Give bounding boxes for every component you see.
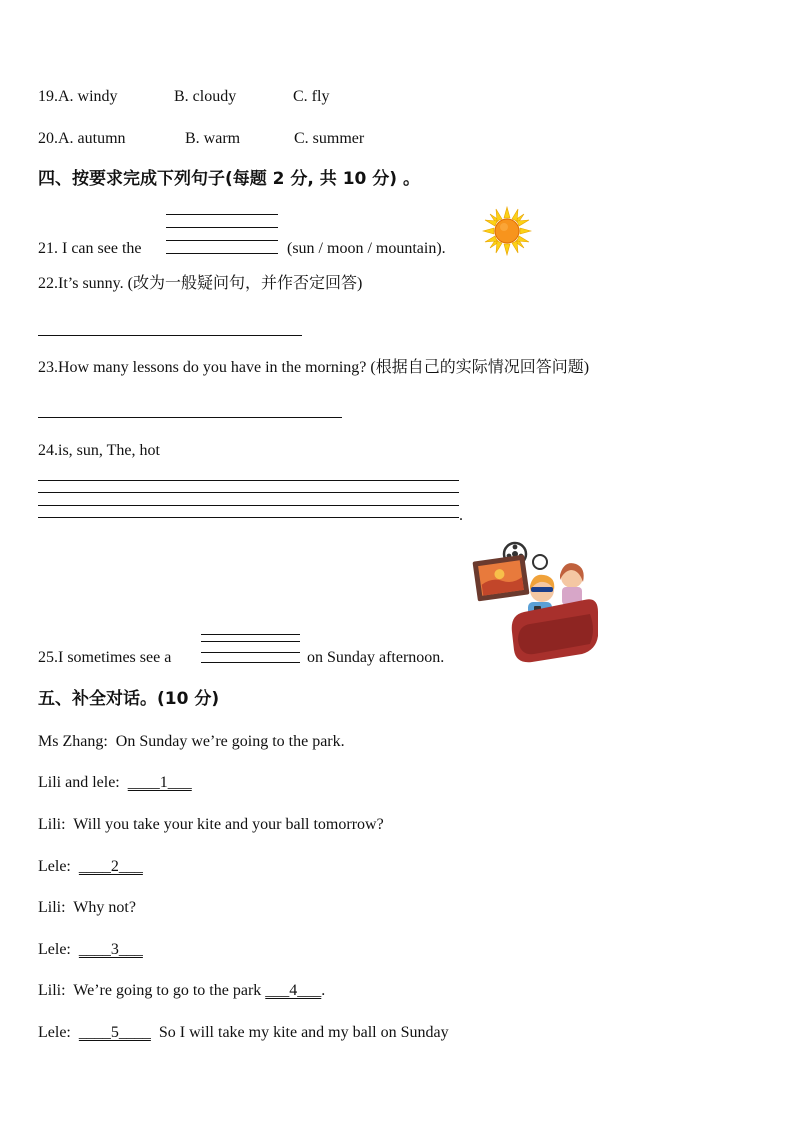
question-24: 24.is, sun, The, hot [38, 442, 160, 459]
dialogue-line [38, 940, 143, 960]
section-4-title: 四、按要求完成下列句子(每题 2 分, 共 10 分) 。 [38, 169, 420, 189]
question-19-a: 19.A. windy [38, 88, 118, 105]
dialogue-speaker: Lili: [38, 982, 66, 999]
question-25-suffix: on Sunday afternoon. [307, 649, 445, 666]
dialogue-text: On Sunday we’re going to the park. [115, 733, 345, 750]
q24-line-3[interactable] [38, 505, 459, 506]
dialogue-speaker: Lele: [38, 1024, 71, 1041]
dialogue-speaker: Lili and lele: [38, 774, 120, 791]
dialogue-line [38, 981, 325, 1001]
dialogue-line [38, 732, 345, 752]
dialogue-text-end: . [321, 982, 326, 999]
dialogue-text: So I will take my kite and my ball on Sunday [158, 1024, 449, 1041]
question-19 [38, 87, 778, 107]
q25-line-4 [201, 662, 300, 663]
dialogue-line [38, 898, 136, 918]
sun-icon [482, 206, 532, 256]
question-20 [38, 129, 778, 149]
dialogue-line [38, 1023, 449, 1043]
dialogue-blank-3[interactable]: ____3___ [78, 941, 143, 958]
q24-line-1[interactable] [38, 480, 459, 481]
dialogue-line [38, 815, 384, 835]
dialogue-speaker: Ms Zhang: [38, 733, 108, 750]
dialogue-text: We’re going to go to the park [73, 982, 262, 999]
q21-line-3 [166, 240, 278, 241]
q24-period: . [459, 507, 463, 524]
dialogue-line [38, 773, 192, 793]
q21-line-4 [166, 253, 278, 254]
question-19-c: C. fly [293, 88, 330, 105]
cinema-illustration [472, 540, 602, 665]
question-22: 22.It’s sunny. (改为一般疑问句，并作否定回答) [38, 275, 363, 292]
q22-answer-line[interactable] [38, 335, 302, 336]
q25-line-3 [201, 652, 300, 653]
dialogue-blank-2[interactable]: ____2___ [78, 858, 143, 875]
question-20-a: 20.A. autumn [38, 130, 126, 147]
dialogue-speaker: Lele: [38, 941, 71, 958]
dialogue-line [38, 857, 143, 877]
dialogue-text: Will you take your kite and your ball tomorrow? [73, 816, 384, 833]
q21-line-1 [166, 214, 278, 215]
question-21-prefix: 21. I can see the [38, 240, 142, 257]
q25-line-2 [201, 641, 300, 642]
section-5-title: 五、补全对话。(10 分) [38, 689, 220, 709]
q25-line-1 [201, 634, 300, 635]
question-25-prefix: 25.I sometimes see a [38, 649, 172, 666]
question-23: 23.How many lessons do you have in the morning? (根据自己的实际情况回答问题) [38, 359, 590, 376]
question-19-b: B. cloudy [174, 88, 237, 105]
question-20-b: B. warm [185, 130, 241, 147]
dialogue-blank-5[interactable]: ____5____ [78, 1024, 151, 1041]
dialogue-speaker: Lili: [38, 899, 66, 916]
dialogue-text: Why not? [73, 899, 136, 916]
question-20-c: C. summer [294, 130, 365, 147]
q23-answer-line[interactable] [38, 417, 342, 418]
q21-line-2 [166, 227, 278, 228]
dialogue-blank-1[interactable]: ____1___ [127, 774, 192, 791]
dialogue-blank-4[interactable]: ___4___ [265, 982, 322, 999]
q24-line-4[interactable] [38, 517, 459, 518]
dialogue-speaker: Lili: [38, 816, 66, 833]
q24-line-2[interactable] [38, 492, 459, 493]
dialogue-speaker: Lele: [38, 858, 71, 875]
question-21-suffix: (sun / moon / mountain). [287, 240, 446, 257]
